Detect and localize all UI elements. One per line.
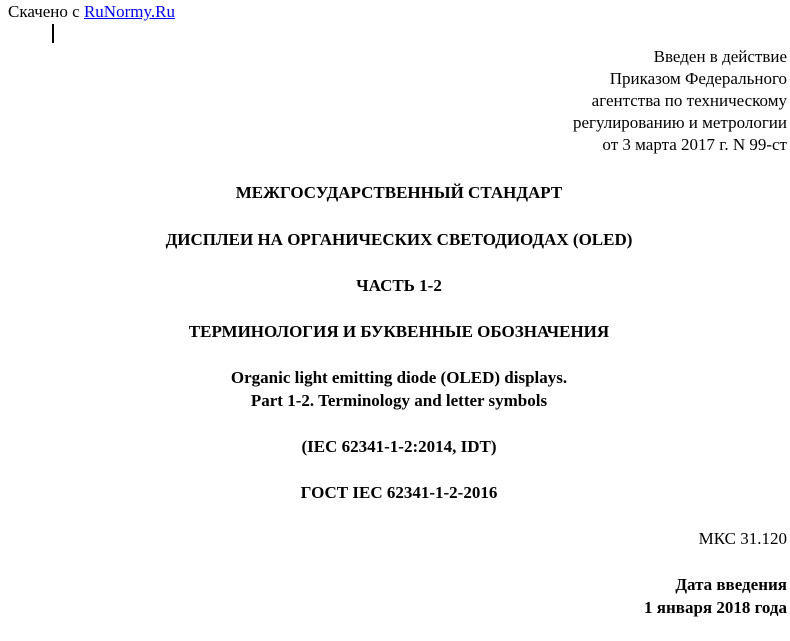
main-title-heading: ДИСПЛЕИ НА ОРГАНИЧЕСКИХ СВЕТОДИОДАХ (OLED) bbox=[165, 230, 633, 249]
gost-code: ГОСТ IEC 62341-1-2-2016 bbox=[300, 483, 498, 502]
text-cursor bbox=[52, 24, 54, 43]
enactment-line-2: Приказом Федерального bbox=[609, 69, 787, 88]
effective-date-value: 1 января 2018 года bbox=[644, 598, 787, 617]
source-line bbox=[8, 2, 175, 22]
mks-code: МКС 31.120 bbox=[698, 529, 787, 548]
source-prefix: Скачено с bbox=[8, 2, 80, 21]
effective-date-label: Дата введения bbox=[675, 575, 787, 594]
english-title-line-1: Organic light emitting diode (OLED) displays. bbox=[230, 368, 568, 387]
enactment-line-3: агентства по техническому bbox=[591, 91, 787, 110]
english-title-line-2: Part 1-2. Terminology and letter symbols bbox=[250, 391, 548, 410]
source-link[interactable]: RuNormy.Ru bbox=[83, 2, 175, 21]
standard-type-heading: МЕЖГОСУДАРСТВЕННЫЙ СТАНДАРТ bbox=[235, 183, 563, 202]
subtitle-heading: ТЕРМИНОЛОГИЯ И БУКВЕННЫЕ ОБОЗНАЧЕНИЯ bbox=[188, 322, 610, 341]
part-heading: ЧАСТЬ 1-2 bbox=[356, 276, 442, 295]
iec-reference: (IEC 62341-1-2:2014, IDT) bbox=[301, 437, 497, 456]
enactment-line-4: регулированию и метрологии bbox=[572, 113, 787, 132]
enactment-line-1: Введен в действие bbox=[653, 47, 787, 66]
enactment-line-5: от 3 марта 2017 г. N 99-ст bbox=[602, 135, 787, 154]
enactment-block bbox=[573, 46, 787, 156]
